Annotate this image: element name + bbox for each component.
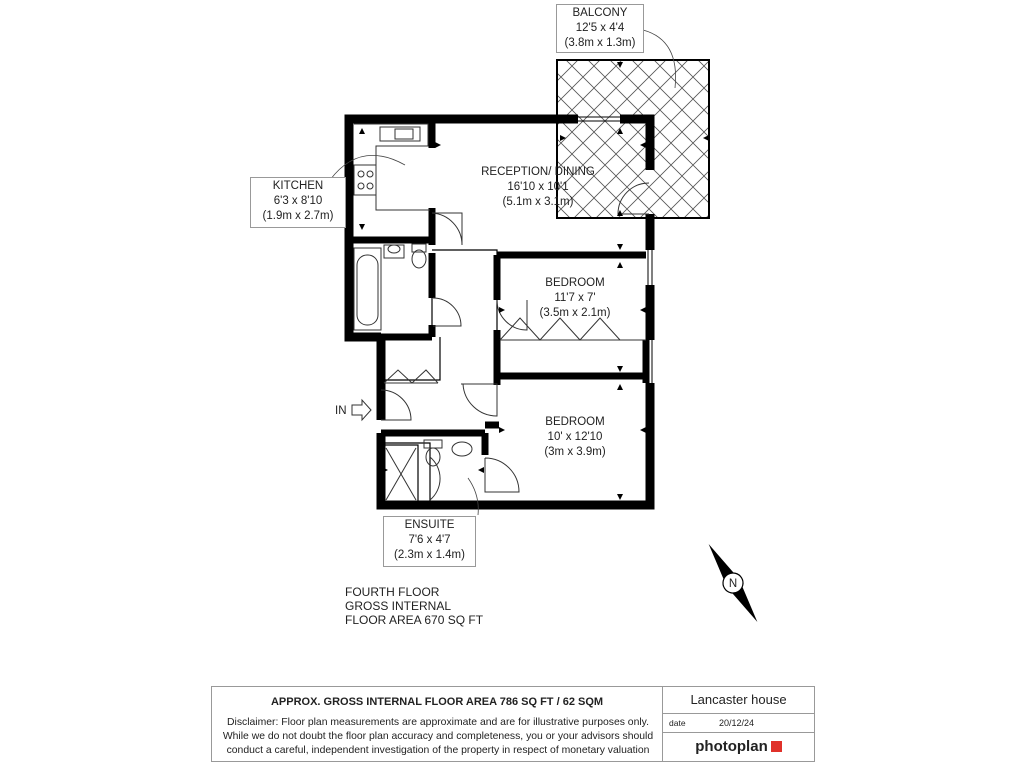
entrance-marker <box>335 400 371 420</box>
floor-info-line3: FLOOR AREA 670 SQ FT <box>345 613 484 627</box>
bedroom2-label <box>544 416 606 458</box>
ensuite-name: ENSUITE <box>404 519 455 531</box>
property-name: Lancaster house <box>663 687 814 714</box>
brand-mark-icon <box>771 741 782 752</box>
door-swings <box>381 183 649 500</box>
bathroom-fixtures <box>354 244 472 500</box>
reception-size-m: (5.1m x 3.1m) <box>502 196 574 208</box>
balcony-name: BALCONY <box>572 7 628 19</box>
kitchen-name: KITCHEN <box>272 180 324 192</box>
kitchen-size-m: (1.9m x 2.7m) <box>262 210 334 222</box>
floor-info-line1: FOURTH FLOOR <box>345 585 440 599</box>
disclaimer-line1: Disclaimer: Floor plan measurements are approximate and are for illustrative purposes only. <box>227 717 649 728</box>
ensuite-callout <box>383 516 476 567</box>
kitchen-size-ft: 6'3 x 8'10 <box>273 195 323 207</box>
footer-headline: APPROX. GROSS INTERNAL FLOOR AREA 786 SQ FT / 62 SQM <box>270 696 604 708</box>
disclaimer-line2: While we do not doubt the floor plan accuracy and completeness, you or your advisors should <box>222 731 654 742</box>
bedroom1-name: BEDROOM <box>545 277 605 289</box>
ensuite-size-ft: 7'6 x 4'7 <box>408 534 451 546</box>
balcony-size-m: (3.8m x 1.3m) <box>564 37 636 49</box>
partitions <box>381 250 497 505</box>
bedroom1-size-ft: 11'7 x 7' <box>554 292 596 304</box>
date-label: date <box>669 718 686 728</box>
floor-info-line2: GROSS INTERNAL <box>345 599 452 613</box>
balcony-size-ft: 12'5 x 4'4 <box>575 22 625 34</box>
floor-info <box>345 585 483 627</box>
disclaimer-line3: conduct a careful, independent investigation of the property in respect of monetary valuation <box>226 745 650 756</box>
brand-name: photoplan <box>695 738 768 755</box>
bedroom2-name: BEDROOM <box>545 416 605 428</box>
bedroom2-size-ft: 10' x 12'10 <box>547 431 603 443</box>
kitchen-fixtures <box>354 124 430 210</box>
brand-logo <box>663 733 814 761</box>
ensuite-size-m: (2.3m x 1.4m) <box>394 549 465 561</box>
entrance-label: IN <box>335 405 347 417</box>
balcony-callout <box>556 4 644 53</box>
bedroom2-size-m: (3m x 3.9m) <box>544 446 606 458</box>
compass-n-label: N <box>728 578 738 590</box>
footer-panel <box>211 686 815 762</box>
footer-info <box>212 687 663 761</box>
date-value: 20/12/24 <box>719 718 755 728</box>
bedroom1-label <box>540 277 611 319</box>
footer-disclaimer <box>216 716 660 758</box>
reception-size-ft: 16'10 x 10'1 <box>507 181 569 193</box>
bedroom1-size-m: (3.5m x 2.1m) <box>539 307 611 319</box>
reception-name: RECEPTION/ DINING <box>481 166 595 178</box>
date-row <box>663 714 814 733</box>
entrance-arrow-icon <box>352 400 371 420</box>
kitchen-callout <box>250 177 346 228</box>
balcony-area <box>557 60 709 218</box>
